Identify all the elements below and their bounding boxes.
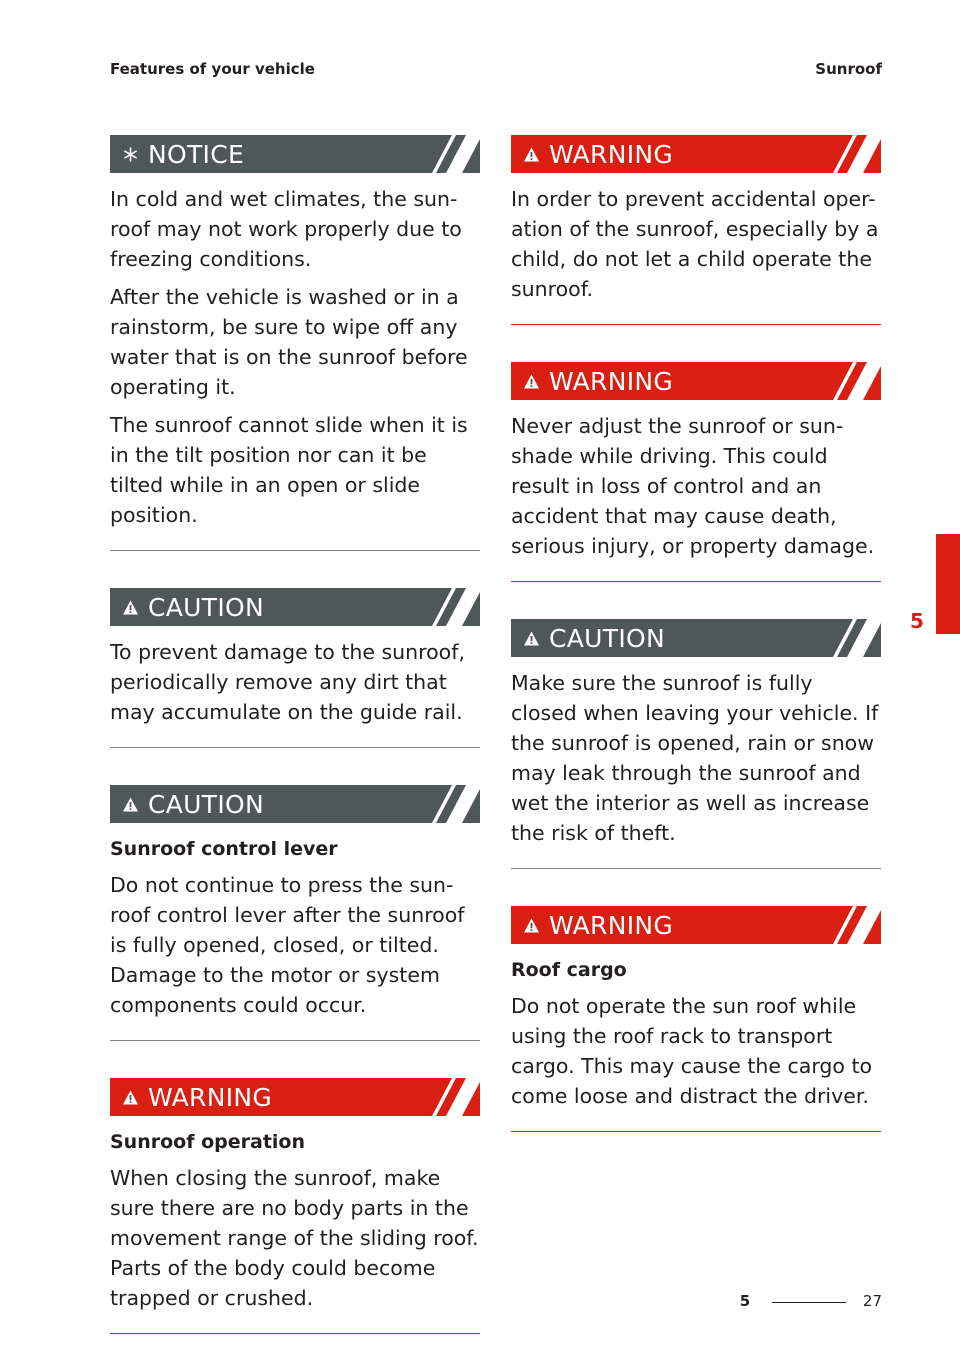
warning-title: WARNING <box>148 1082 273 1112</box>
caution-title-bar <box>110 588 480 626</box>
section-tab-number: 5 <box>910 609 924 633</box>
warning-title-bar <box>511 362 881 400</box>
caution-paragraph: To prevent damage to the sunroof, periodically remove any dirt that may accumulate on the guide rail. <box>110 640 465 724</box>
hazard-stripes-icon <box>432 1078 480 1116</box>
warning-box <box>110 1078 480 1334</box>
notice-box <box>110 135 480 551</box>
warning-paragraph: Do not operate the sun roof while using the roof rack to transport cargo. This may cause the cargo to come loose and distract the driver. <box>511 994 873 1108</box>
notice-end-rule <box>110 550 480 551</box>
warning-paragraph: When closing the sunroof, make sure there are no body parts in the movement range of the sliding roof. Parts of the body could become trapped or crushed. <box>110 1166 479 1310</box>
caution-title: CAUTION <box>148 592 264 622</box>
warning-title-bar <box>110 1078 480 1116</box>
caution-box <box>110 588 480 748</box>
warning-triangle-icon <box>122 599 139 616</box>
warning-title: WARNING <box>549 366 674 396</box>
hazard-stripes-icon <box>833 135 881 173</box>
caution-end-rule <box>511 868 881 869</box>
warning-triangle-icon <box>122 1089 139 1106</box>
notice-paragraph: The sunroof cannot slide when it is in the tilt position nor can it be tilted while in an open or slide position. <box>110 413 468 527</box>
warning-triangle-icon <box>523 373 540 390</box>
caution-box <box>110 785 480 1041</box>
caution-end-rule <box>110 1040 480 1041</box>
hazard-stripes-icon <box>833 906 881 944</box>
caution-paragraph: Make sure the sunroof is fully closed when leaving your vehicle. If the sunroof is opened, rain or snow may leak through the sunroof and wet the interior as well as increase the risk of theft. <box>511 671 879 845</box>
footer-page-number: 27 <box>862 1292 882 1310</box>
section-tab-marker <box>936 534 960 634</box>
warning-subheading: Roof cargo <box>511 959 627 981</box>
caution-title-bar <box>110 785 480 823</box>
warning-box <box>511 362 881 582</box>
notice-title: NOTICE <box>148 139 245 169</box>
warning-triangle-icon <box>523 630 540 647</box>
caution-subheading: Sunroof control lever <box>110 838 338 860</box>
warning-subheading: Sunroof operation <box>110 1131 306 1153</box>
left-column <box>110 135 480 1371</box>
caution-title: CAUTION <box>148 789 264 819</box>
warning-title: WARNING <box>549 139 674 169</box>
warning-paragraph: In order to prevent accidental oper-ation of the sunroof, especially by a child, do not let a child operate the sunroof. <box>511 187 879 301</box>
snowflake-icon <box>122 146 139 163</box>
caution-title-bar <box>511 619 881 657</box>
running-header-topic: Sunroof <box>815 60 882 78</box>
warning-box <box>511 135 881 325</box>
warning-end-rule <box>511 324 881 325</box>
hazard-stripes-icon <box>833 619 881 657</box>
warning-box <box>511 906 881 1132</box>
warning-triangle-icon <box>523 917 540 934</box>
running-header-section: Features of your vehicle <box>110 60 315 78</box>
footer-section-number: 5 <box>739 1292 751 1310</box>
hazard-stripes-icon <box>833 362 881 400</box>
footer-divider <box>772 1302 846 1303</box>
warning-title: WARNING <box>549 910 674 940</box>
caution-title: CAUTION <box>549 623 665 653</box>
hazard-stripes-icon <box>432 588 480 626</box>
caution-paragraph: Do not continue to press the sun-roof control lever after the sunroof is fully opened, closed, or tilted. Damage to the motor or system components could occur. <box>110 873 465 1017</box>
hazard-stripes-icon <box>432 135 480 173</box>
warning-end-rule <box>110 1333 480 1334</box>
warning-triangle-icon <box>523 146 540 163</box>
warning-end-rule <box>511 581 881 582</box>
notice-paragraph: In cold and wet climates, the sun-roof may not work properly due to freezing conditions. <box>110 187 462 271</box>
notice-paragraph: After the vehicle is washed or in a rainstorm, be sure to wipe off any water that is on the sunroof before operating it. <box>110 285 468 399</box>
right-column <box>511 135 881 1169</box>
caution-end-rule <box>110 747 480 748</box>
caution-box <box>511 619 881 869</box>
warning-title-bar <box>511 135 881 173</box>
warning-end-rule <box>511 1131 881 1132</box>
warning-paragraph: Never adjust the sunroof or sun-shade while driving. This could result in loss of control and an accident that may cause death, serious injury, or property damage. <box>511 414 875 558</box>
warning-triangle-icon <box>122 796 139 813</box>
hazard-stripes-icon <box>432 785 480 823</box>
notice-title-bar <box>110 135 480 173</box>
warning-title-bar <box>511 906 881 944</box>
